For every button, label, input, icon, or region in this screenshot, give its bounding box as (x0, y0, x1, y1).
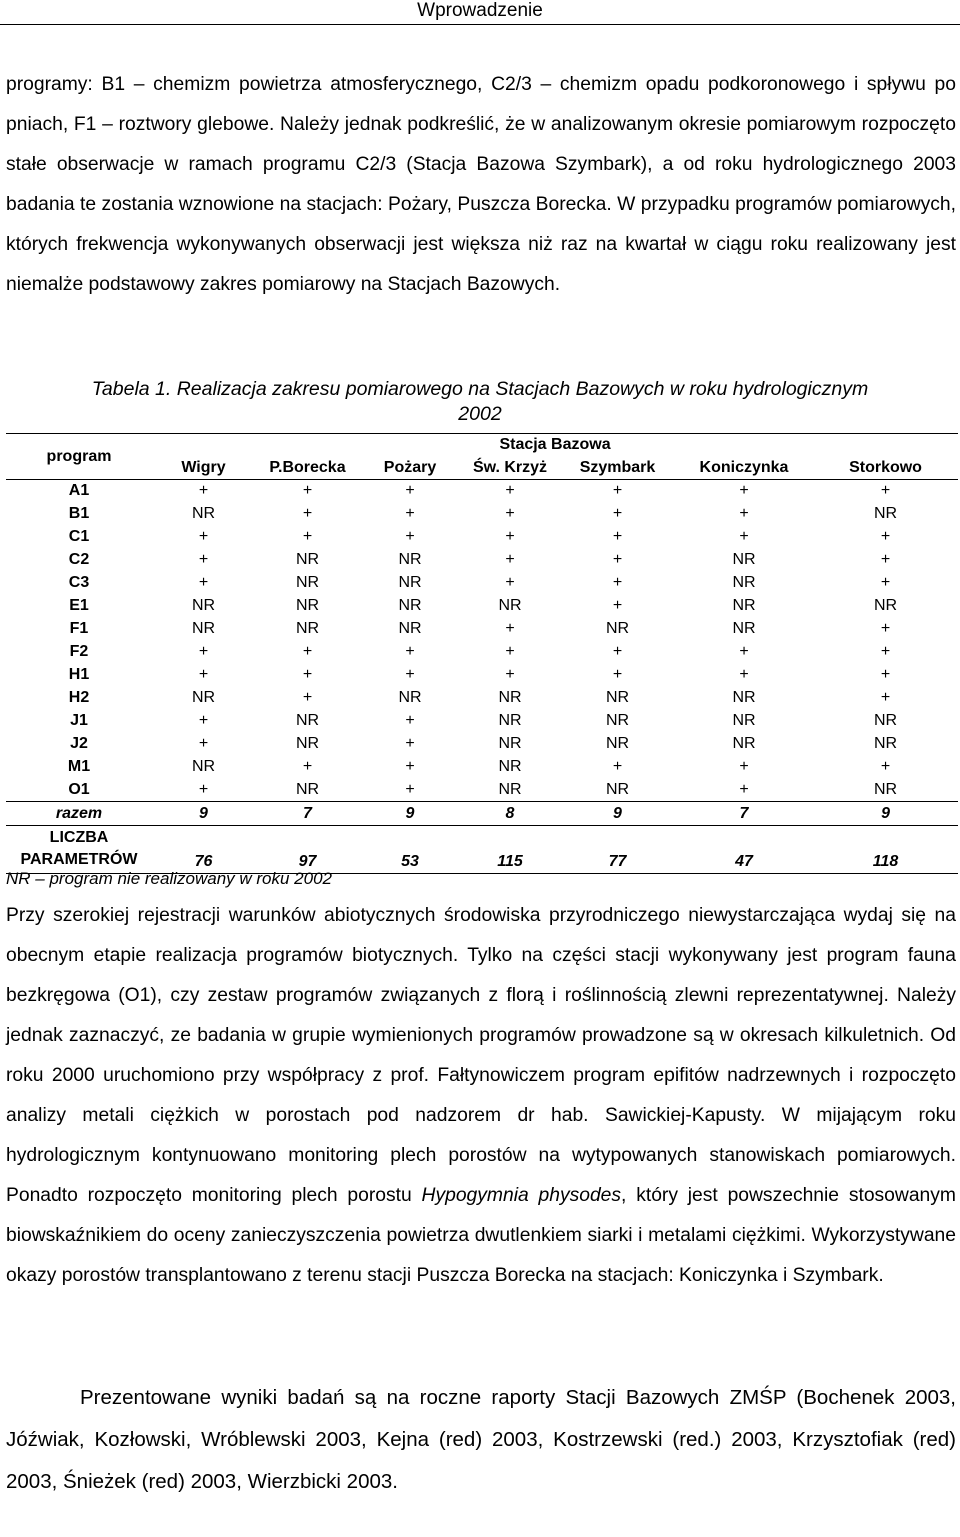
biotic-paragraph (6, 896, 956, 1296)
table-cell: NR (191, 758, 216, 775)
table-cell: NR (295, 712, 320, 729)
table-cell: + (405, 528, 415, 545)
table-cell: NR (605, 620, 630, 637)
table-cell: + (880, 666, 891, 683)
table-cell: + (880, 689, 891, 706)
station-header: P.Borecka (255, 457, 360, 480)
params-label-line-1: LICZBA (49, 829, 109, 846)
table-cell: + (612, 528, 623, 545)
table-cell: NR (398, 620, 422, 637)
table-cell: NR (191, 505, 216, 522)
program-code: J2 (70, 735, 88, 752)
sum-value: 7 (255, 802, 360, 826)
station-header: Storkowo (813, 457, 958, 480)
table-cell: NR (732, 712, 756, 729)
table-cell: NR (732, 620, 756, 637)
params-label-line-2: PARAMETRÓW (20, 851, 138, 868)
table-cell: + (739, 482, 749, 500)
table-row (6, 480, 958, 503)
table-cell: + (612, 643, 623, 660)
table-row (6, 549, 958, 572)
table-cell: NR (732, 689, 756, 706)
table-cell: + (612, 505, 623, 522)
table-cell: + (198, 528, 209, 545)
table-cell: + (198, 551, 209, 568)
table-cell: + (880, 758, 891, 775)
table-cell: + (739, 643, 749, 660)
table-cell: NR (498, 712, 522, 729)
table-cell: NR (560, 779, 675, 802)
params-value: 115 (460, 826, 560, 874)
table-cell: + (405, 643, 415, 660)
table-cell: NR (498, 758, 522, 775)
table-cell: + (880, 620, 891, 637)
table-footnote: NR – program nie realizowany w roku 2002 (6, 869, 332, 888)
table-caption (20, 377, 940, 427)
table-cell: + (505, 666, 515, 683)
program-code: F2 (69, 643, 89, 660)
table-cell: + (198, 574, 209, 591)
program-code: J1 (70, 712, 88, 729)
header-title: Wprowadzenie (417, 0, 543, 21)
params-value: 53 (360, 826, 460, 874)
table-cell: + (405, 505, 415, 522)
table-cell: + (405, 712, 415, 729)
table-cell: NR (732, 574, 756, 591)
page-header (0, 0, 960, 25)
measurement-table (6, 433, 958, 874)
program-code: H2 (68, 689, 90, 706)
table-cell: NR (191, 620, 216, 637)
table-cell: + (152, 779, 255, 802)
table-cell: + (302, 482, 313, 500)
table-cell: NR (873, 597, 898, 614)
intro-paragraph: programy: B1 – chemizm powietrza atmosferycznego, C2/3 – chemizm opadu podkoronowego i spływu po pniach, F1 – roztwory glebowe. Należy jednak podkreślić, że w analizowanym okresie pomiarowym rozpoczęto stałe obserwacje w ramach programu C2/3 (Stacja Bazowa Szymbark), a od roku hydrologicznego 2003 badania te zostania wznowione na stacjach: Pożary, Puszcza Borecka. W przypadku programów pomiarowych, których frekwencja wykonywanych obserwacji jest większa niż raz na kwartał w ciągu roku realizowany jest niemalże podstawowy zakres pomiarowy na Stacjach Bazowych. (6, 74, 956, 295)
program-code: C3 (68, 574, 90, 591)
program-code: A1 (68, 482, 90, 500)
table-row (6, 572, 958, 595)
table-cell: NR (191, 597, 216, 614)
table-cell: NR (255, 779, 360, 802)
program-code: B1 (68, 505, 90, 522)
table-caption-line-1: Tabela 1. Realizacja zakresu pomiarowego na Stacjach Bazowych w roku hydrologicznym (91, 378, 869, 400)
table-cell: + (880, 482, 891, 500)
table-cell: + (612, 758, 623, 775)
table-row (6, 503, 958, 526)
sum-value: 7 (675, 802, 813, 826)
table-cell: NR (498, 689, 522, 706)
biotic-paragraph-part-2: , który jest powszechnie stosowanym biowskaźnikiem do oceny zanieczyszczenia powietrza dwutlenkiem siarki i metalami ciężkimi. Wykorzystywane okazy porostów transplantowano z terenu stacji Puszcza Borecka na stacjach: Koniczynka i Szymbark. (6, 1185, 956, 1286)
table-cell: + (405, 482, 415, 500)
table-row (6, 641, 958, 664)
station-header: Pożary (360, 457, 460, 480)
table-cell: + (739, 505, 749, 522)
table-cell: + (739, 528, 749, 545)
table-cell: + (302, 666, 313, 683)
table-row (6, 526, 958, 549)
station-header: Św. Krzyż (460, 457, 560, 480)
species-name: Hypogymnia physodes (421, 1185, 622, 1206)
table-cell: + (302, 528, 313, 545)
table-cell: NR (873, 735, 898, 752)
program-code: E1 (69, 597, 89, 614)
table-cell: NR (295, 574, 320, 591)
table-cell: + (880, 643, 891, 660)
sum-value: 8 (460, 802, 560, 826)
table-cell: NR (295, 597, 320, 614)
table-cell: + (505, 505, 515, 522)
table-cell: + (739, 758, 749, 775)
table-cell: + (505, 528, 515, 545)
table-cell: + (198, 735, 209, 752)
sum-row (6, 802, 958, 826)
table-cell: + (405, 666, 415, 683)
table-cell: + (612, 574, 623, 591)
table-cell: + (505, 551, 515, 568)
table-cell: + (612, 597, 623, 614)
table-row (6, 756, 958, 779)
params-value: 47 (675, 826, 813, 874)
sum-label: razem (6, 802, 152, 826)
table-cell: + (880, 551, 891, 568)
table-cell: NR (295, 620, 320, 637)
table-cell: NR (398, 551, 422, 568)
table-row (6, 779, 958, 802)
table-caption-line-2: 2002 (458, 403, 502, 425)
sum-value: 9 (813, 802, 958, 826)
station-group-header: Stacja Bazowa (152, 434, 958, 457)
table-cell: + (505, 620, 515, 637)
table-cell: + (198, 666, 209, 683)
table-cell: NR (605, 689, 630, 706)
params-value: 77 (560, 826, 675, 874)
table-cell: + (505, 574, 515, 591)
table-cell: + (198, 712, 209, 729)
table-cell: + (505, 482, 515, 500)
sum-value: 9 (360, 802, 460, 826)
params-value: 76 (152, 826, 255, 874)
table-row (6, 710, 958, 733)
table-cell: NR (873, 712, 898, 729)
table-cell: + (505, 643, 515, 660)
table-row (6, 687, 958, 710)
station-header: Koniczynka (675, 457, 813, 480)
station-header: Szymbark (560, 457, 675, 480)
table-cell: NR (398, 597, 422, 614)
table-row (6, 733, 958, 756)
table-cell: + (360, 779, 460, 802)
table-cell: NR (498, 597, 522, 614)
table-cell: + (302, 758, 313, 775)
table-cell: + (880, 574, 891, 591)
params-value: 97 (255, 826, 360, 874)
table-cell: + (302, 643, 313, 660)
program-code: O1 (6, 779, 152, 802)
sources-paragraph: Prezentowane wyniki badań są na roczne raporty Stacji Bazowych ZMŚP (Bochenek 2003, Jóźwiak, Kozłowski, Wróblewski 2003, Kejna (red) 2003, Kostrzewski (red.) 2003, Krzysztofiak (red) 2003, Śnieżek (red) 2003, Wierzbicki 2003. (6, 1386, 956, 1493)
table-cell: + (880, 528, 891, 545)
table-row (6, 664, 958, 687)
table-cell: + (739, 666, 749, 683)
table-row (6, 618, 958, 641)
table-cell: NR (605, 712, 630, 729)
table-cell: + (612, 551, 623, 568)
table-cell: + (405, 735, 415, 752)
program-header: program (6, 434, 152, 480)
table-cell: NR (813, 779, 958, 802)
table-cell: NR (295, 735, 320, 752)
sum-value: 9 (152, 802, 255, 826)
program-code: C2 (68, 551, 90, 568)
table-cell: + (612, 666, 623, 683)
sum-value: 9 (560, 802, 675, 826)
table-cell: NR (498, 735, 522, 752)
table-cell: NR (398, 574, 422, 591)
table-cell: NR (295, 551, 320, 568)
program-code: M1 (67, 758, 91, 775)
table-cell: NR (732, 551, 756, 568)
table-cell: NR (732, 735, 756, 752)
table-cell: NR (191, 689, 216, 706)
table-cell: + (612, 482, 623, 500)
table-body (6, 480, 958, 874)
table-row (6, 595, 958, 618)
table-cell: NR (873, 505, 898, 522)
table-cell: + (198, 482, 209, 500)
program-code: H1 (68, 666, 90, 683)
table-cell: NR (460, 779, 560, 802)
program-code: F1 (69, 620, 89, 637)
params-value: 118 (813, 826, 958, 874)
table-cell: NR (732, 597, 756, 614)
program-code: C1 (68, 528, 90, 545)
table-cell: + (405, 758, 415, 775)
table-cell: NR (605, 735, 630, 752)
table-cell: NR (398, 689, 422, 706)
table-cell: + (302, 505, 313, 522)
station-header: Wigry (152, 457, 255, 480)
biotic-paragraph-part-1: Przy szerokiej rejestracji warunków abiotycznych środowiska przyrodniczego niewystarczająca wydaj się na obecnym etapie realizacja programów biotycznych. Tylko na części stacji wykonywany jest program fauna bezkręgowa (O1), czy zestaw programów związanych z florą i roślinnością zlewni reprezentatywnej. Należy jednak zaznaczyć, ze badania w grupie wymienionych programów prowadzone są w okresach kilkuletnich. Od roku 2000 uruchomiono przy współpracy z prof. Fałtynowiczem program epifitów nadrzewnych i rozpoczęto analizy metali ciężkich w porostach pod nadzorem dr hab. Sawickiej-Kapusty. W mijającym roku hydrologicznym kontynuowano monitoring plech porostów na wytypowanych stanowiskach pomiarowych. Ponadto rozpoczęto monitoring plech porostu (6, 905, 956, 1206)
table-cell: + (302, 689, 313, 706)
table-cell: + (198, 643, 209, 660)
table-cell: + (675, 779, 813, 802)
